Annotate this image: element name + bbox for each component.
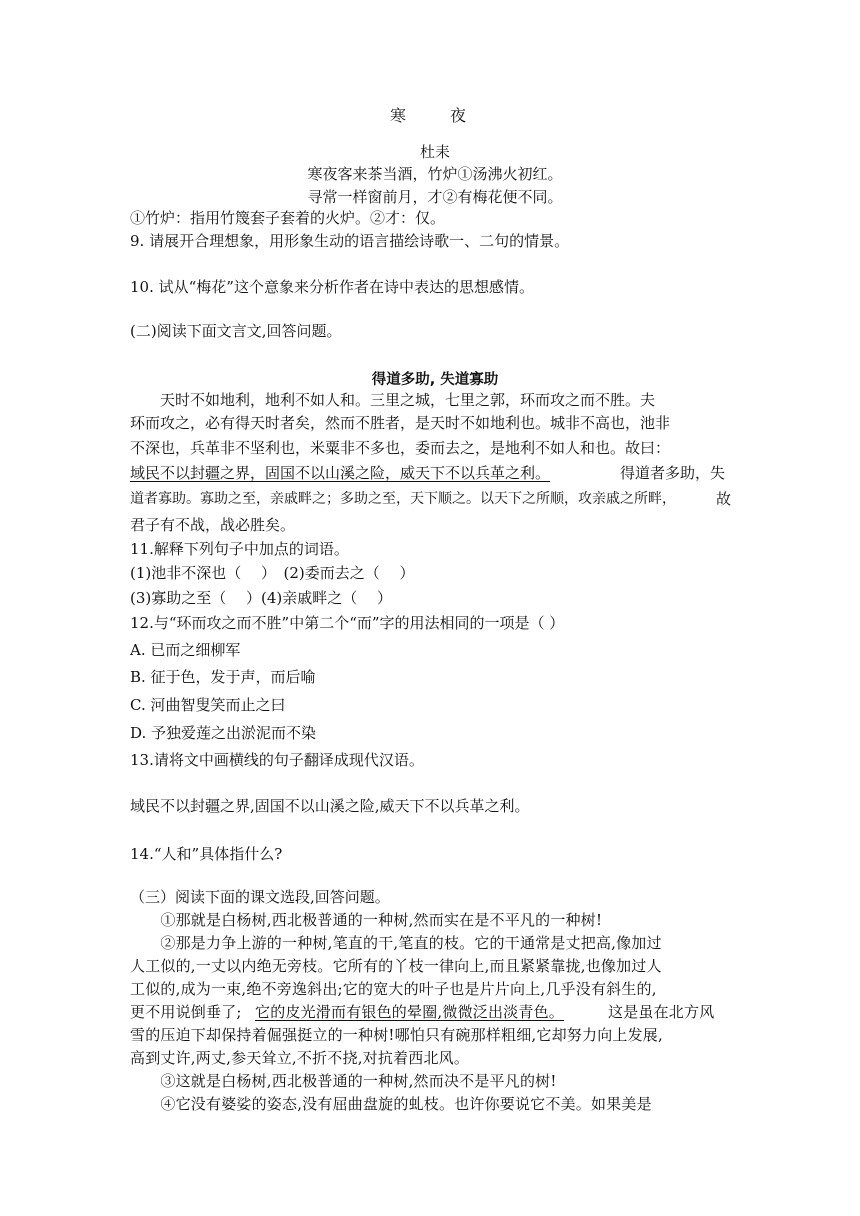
question-11-row-1: (1)池非不深也（ ） (2)委而去之（ ） (130, 564, 415, 582)
poem-line-1: 寒夜客来茶当酒，竹炉①汤沸火初红。 (307, 165, 563, 183)
classical-line-1: 天时不如地利，地利不如人和。三里之城，七里之郭，环而攻之而不胜。夫 (130, 391, 656, 409)
question-9: 9. 请展开合理想象，用形象生动的语言描绘诗歌一、二句的情景。 (130, 232, 570, 250)
question-12-option-c: C. 河曲智叟笑而止之曰 (130, 696, 286, 714)
poem-author: 杜耒 (419, 143, 450, 161)
classical-title: 得道多助, 失道寡助 (371, 372, 499, 388)
classical-line-4-tail: 得道者多助，失 (620, 464, 726, 482)
poem-line-2: 寻常一样窗前月，才②有梅花便不同。 (307, 188, 563, 206)
passage-line-5-start: 更不用说倒垂了; (130, 1003, 242, 1021)
question-12-option-b: B. 征于色，发于声，而后喻 (130, 668, 316, 686)
section-3-heading: （三）阅读下面的课文选段,回答问题。 (130, 888, 390, 906)
passage-line-8: ③这就是白杨树,西北极普通的一种树,然而决不是平凡的树! (130, 1072, 557, 1090)
section-2-heading: (二)阅读下面文言文,回答问题。 (130, 322, 342, 340)
underlined-sentence: 域民不以封疆之界，固国不以山溪之险，威天下不以兵革之利。 (130, 464, 551, 482)
passage-line-7: 高到丈许,两丈,参天耸立,不折不挠,对抗着西北风。 (130, 1049, 470, 1067)
underlined-passage-sentence: 它的皮光滑而有银色的晕圈,微微泛出淡青色。 (255, 1003, 564, 1021)
passage-line-1: ①那就是白杨树,西北极普通的一种树,然而实在是不平凡的一种树! (130, 911, 603, 929)
classical-line-5-tail: 故 (716, 490, 732, 508)
poem-title: 寒 夜 (389, 106, 480, 125)
passage-line-4: 工似的,成为一束,绝不旁逸斜出;它的宽大的叶子也是片片向上,几乎没有斜生的, (130, 980, 657, 998)
question-12-option-d: D. 予独爱莲之出淤泥而不染 (130, 724, 317, 742)
passage-line-2: ②那是力争上游的一种树,笔直的干,笔直的枝。它的干通常是丈把高,像加过 (130, 934, 662, 952)
passage-line-5-end: 这是虽在北方风 (608, 1003, 715, 1021)
question-11-row-2: (3)寡助之至（ ）(4)亲戚畔之（ ） (130, 589, 393, 607)
question-10: 10. 试从“梅花”这个意象来分析作者在诗中表达的思想感情。 (130, 278, 534, 296)
question-13-sentence: 域民不以封疆之界,固国不以山溪之险,威天下不以兵革之利。 (130, 797, 530, 815)
question-14: 14.“人和”具体指什么? (130, 845, 283, 863)
question-13-stem: 13.请将文中画横线的句子翻译成现代汉语。 (130, 751, 424, 769)
question-12-option-a: A. 已而之细柳军 (130, 641, 241, 659)
question-11-stem: 11.解释下列句子中加点的词语。 (130, 540, 349, 558)
classical-line-2: 环而攻之，必有得天时者矣，然而不胜者，是天时不如地利也。城非不高也，池非 (130, 414, 671, 432)
poem-notes: ①竹炉：指用竹篾套子套着的火炉。②才：仅。 (130, 209, 446, 227)
classical-line-3: 不深也，兵革非不坚利也，米粟非不多也，委而去之，是地利不如人和也。故曰： (130, 439, 671, 457)
classical-line-5: 道者寡助。寡助之至，亲戚畔之；多助之至，天下顺之。以天下之所顺，攻亲戚之所畔， (130, 491, 676, 507)
classical-line-6: 君子有不战，战必胜矣。 (130, 516, 296, 534)
passage-line-3: 人工似的,一丈以内绝无旁枝。它所有的丫枝一律向上,而且紧紧靠拢,也像加过人 (130, 957, 662, 975)
passage-line-6: 雪的压迫下却保持着倔强挺立的一种树!哪怕只有碗那样粗细,它却努力向上发展, (130, 1026, 663, 1044)
question-12-stem: 12.与“环而攻之而不胜”中第二个“而”字的用法相同的一项是（ ） (130, 614, 565, 632)
passage-line-9: ④它没有婆娑的姿态,没有屈曲盘旋的虬枝。也许你要说它不美。如果美是 (130, 1095, 652, 1113)
